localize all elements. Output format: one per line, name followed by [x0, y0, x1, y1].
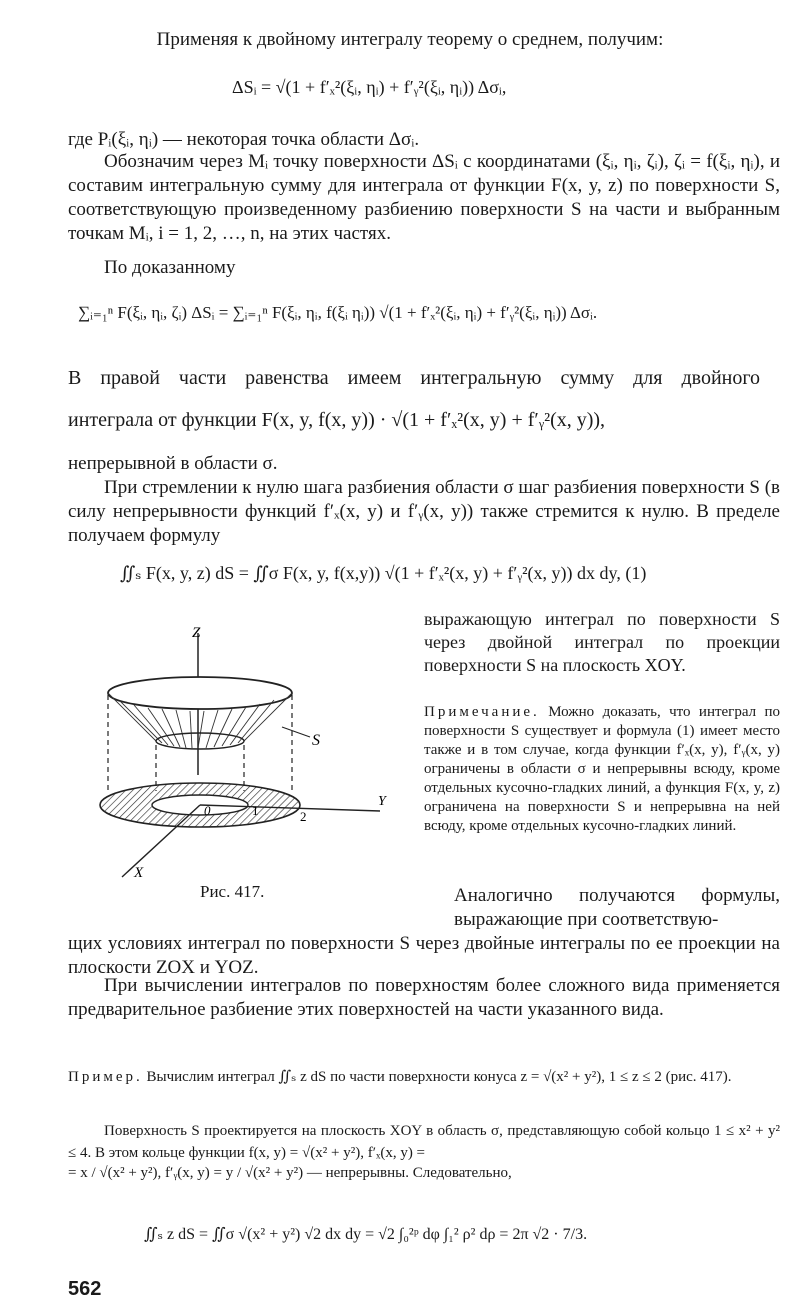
- paragraph-right-part-2: интеграла от функции F(x, y, f(x, y)) · √(1 + f′ₓ²(x, y) + f′ᵧ²(x, y)),: [68, 409, 606, 431]
- formula-main-1: ∬ₛ F(x, y, z) dS = ∬σ F(x, y, f(x,y)) √(1 + f′ₓ²(x, y) + f′ᵧ²(x, y)) dx dy, (1): [120, 563, 647, 583]
- figure-caption: Рис. 417.: [200, 882, 265, 901]
- note-label: Примечание.: [424, 704, 540, 720]
- surface-s-label: S: [312, 732, 320, 749]
- example-block: [68, 1064, 780, 1090]
- formula-delta-s: ΔSᵢ = √(1 + f′ₓ²(ξᵢ, ηᵢ) + f′ᵧ²(ξᵢ, ηᵢ)) Δσᵢ,: [232, 77, 507, 97]
- note-block: [424, 703, 780, 836]
- note-text: Можно доказать, что интеграл по поверхности S существует и формула (1) имеет место также и в том случае, когда функции f′ₓ(x, y), f′ᵧ(x, y) ограничены в области σ и непрерывны всюду, кроме отдельных кусочно-гладких линий, а функция F(x, y, z) ограничена на поверхности S и непрерывна на ней всюду, кроме отдельных кусочно-гладких линий.: [424, 704, 781, 834]
- formula-integral-sum: ∑ᵢ₌₁ⁿ F(ξᵢ, ηᵢ, ζᵢ) ΔSᵢ = ∑ᵢ₌₁ⁿ F(ξᵢ, ηᵢ, f(ξᵢ ηᵢ)) √(1 + f′ₓ²(ξᵢ, ηᵢ) + f′ᵧ²(ξᵢ, ηᵢ)) Δσᵢ.: [78, 303, 598, 322]
- intro-line: Применяя к двойному интегралу теорему о среднем, получим:: [156, 29, 664, 50]
- proven-line: По доказанному: [104, 257, 236, 278]
- paragraph-expressing: выражающую интеграл по поверхности S через двойной интеграл по проекции поверхности S на плоскость XOY.: [424, 609, 780, 675]
- example-label: Пример.: [68, 1069, 143, 1085]
- radius-one-label: 1: [252, 803, 259, 818]
- paragraph-similar-2: щих условиях интеграл по поверхности S через двойные интегралы по ее проекции на плоскости ZOX и YOZ.: [68, 933, 780, 978]
- origin-label: 0: [204, 803, 211, 818]
- example-text: Вычислим интеграл ∬ₛ z dS по части поверхности конуса z = √(x² + y²), 1 ≤ z ≤ 2 (рис. 417).: [146, 1069, 732, 1085]
- paragraph-right-part-3: непрерывной в области σ.: [68, 453, 278, 474]
- y-axis-label: Y: [378, 794, 386, 809]
- radius-two-label: 2: [300, 809, 307, 824]
- page-number: 562: [68, 1278, 102, 1300]
- figure-cone-ring: [60, 615, 400, 905]
- cone-top-rim: [108, 677, 292, 709]
- s-leader: [282, 727, 310, 737]
- example-projection: Поверхность S проектируется на плоскость XOY в область σ, представляющую собой кольцо 1 ≤ x² + y² ≤ 4. В этом кольце функции f(x, y) = √(x² + y²), f′ₓ(x, y) =: [68, 1123, 780, 1161]
- example-derivatives: = x / √(x² + y²), f′ᵧ(x, y) = y / √(x² + y²) — непрерывны. Следовательно,: [68, 1165, 512, 1181]
- paragraph-limit: При стремлении к нулю шага разбиения области σ шаг разбиения поверхности S (в силу непрерывности функций f′ₓ(x, y) и f′ᵧ(x, y)) также стремится к нулю. В пределе получаем формулу: [68, 477, 780, 546]
- paragraph-right-part-1: В правой части равенства имеем интегральную сумму для двойного: [68, 367, 761, 389]
- formula-final: ∬ₛ z dS = ∬σ √(x² + y²) √2 dx dy = √2 ∫₀²ᵖ dφ ∫₁² ρ² dρ = 2π √2 · 7/3.: [144, 1226, 588, 1243]
- paragraph-denote: Обозначим через Mᵢ точку поверхности ΔSᵢ с координатами (ξᵢ, ηᵢ, ζᵢ), ζᵢ = f(ξᵢ, ηᵢ), и составим интегральную сумму для интеграла от функции F(x, y, z) по поверхности S, соответствующую произведенному разбиению поверхности S на части и выбранным точкам Mᵢ, i = 1, 2, …, n, на этих частях.: [68, 151, 780, 244]
- paragraph-complex: При вычислении интегралов по поверхностям более сложного вида применяется предварительное разбиение этих поверхностей на части указанного вида.: [68, 975, 780, 1020]
- x-axis-label: X: [134, 865, 144, 881]
- z-axis-label: Z: [192, 625, 201, 641]
- where-line: где Pᵢ(ξᵢ, ηᵢ) — некоторая точка области Δσᵢ.: [68, 129, 420, 150]
- paragraph-similar-1: Аналогично получаются формулы, выражающие при соответствую-: [454, 885, 780, 930]
